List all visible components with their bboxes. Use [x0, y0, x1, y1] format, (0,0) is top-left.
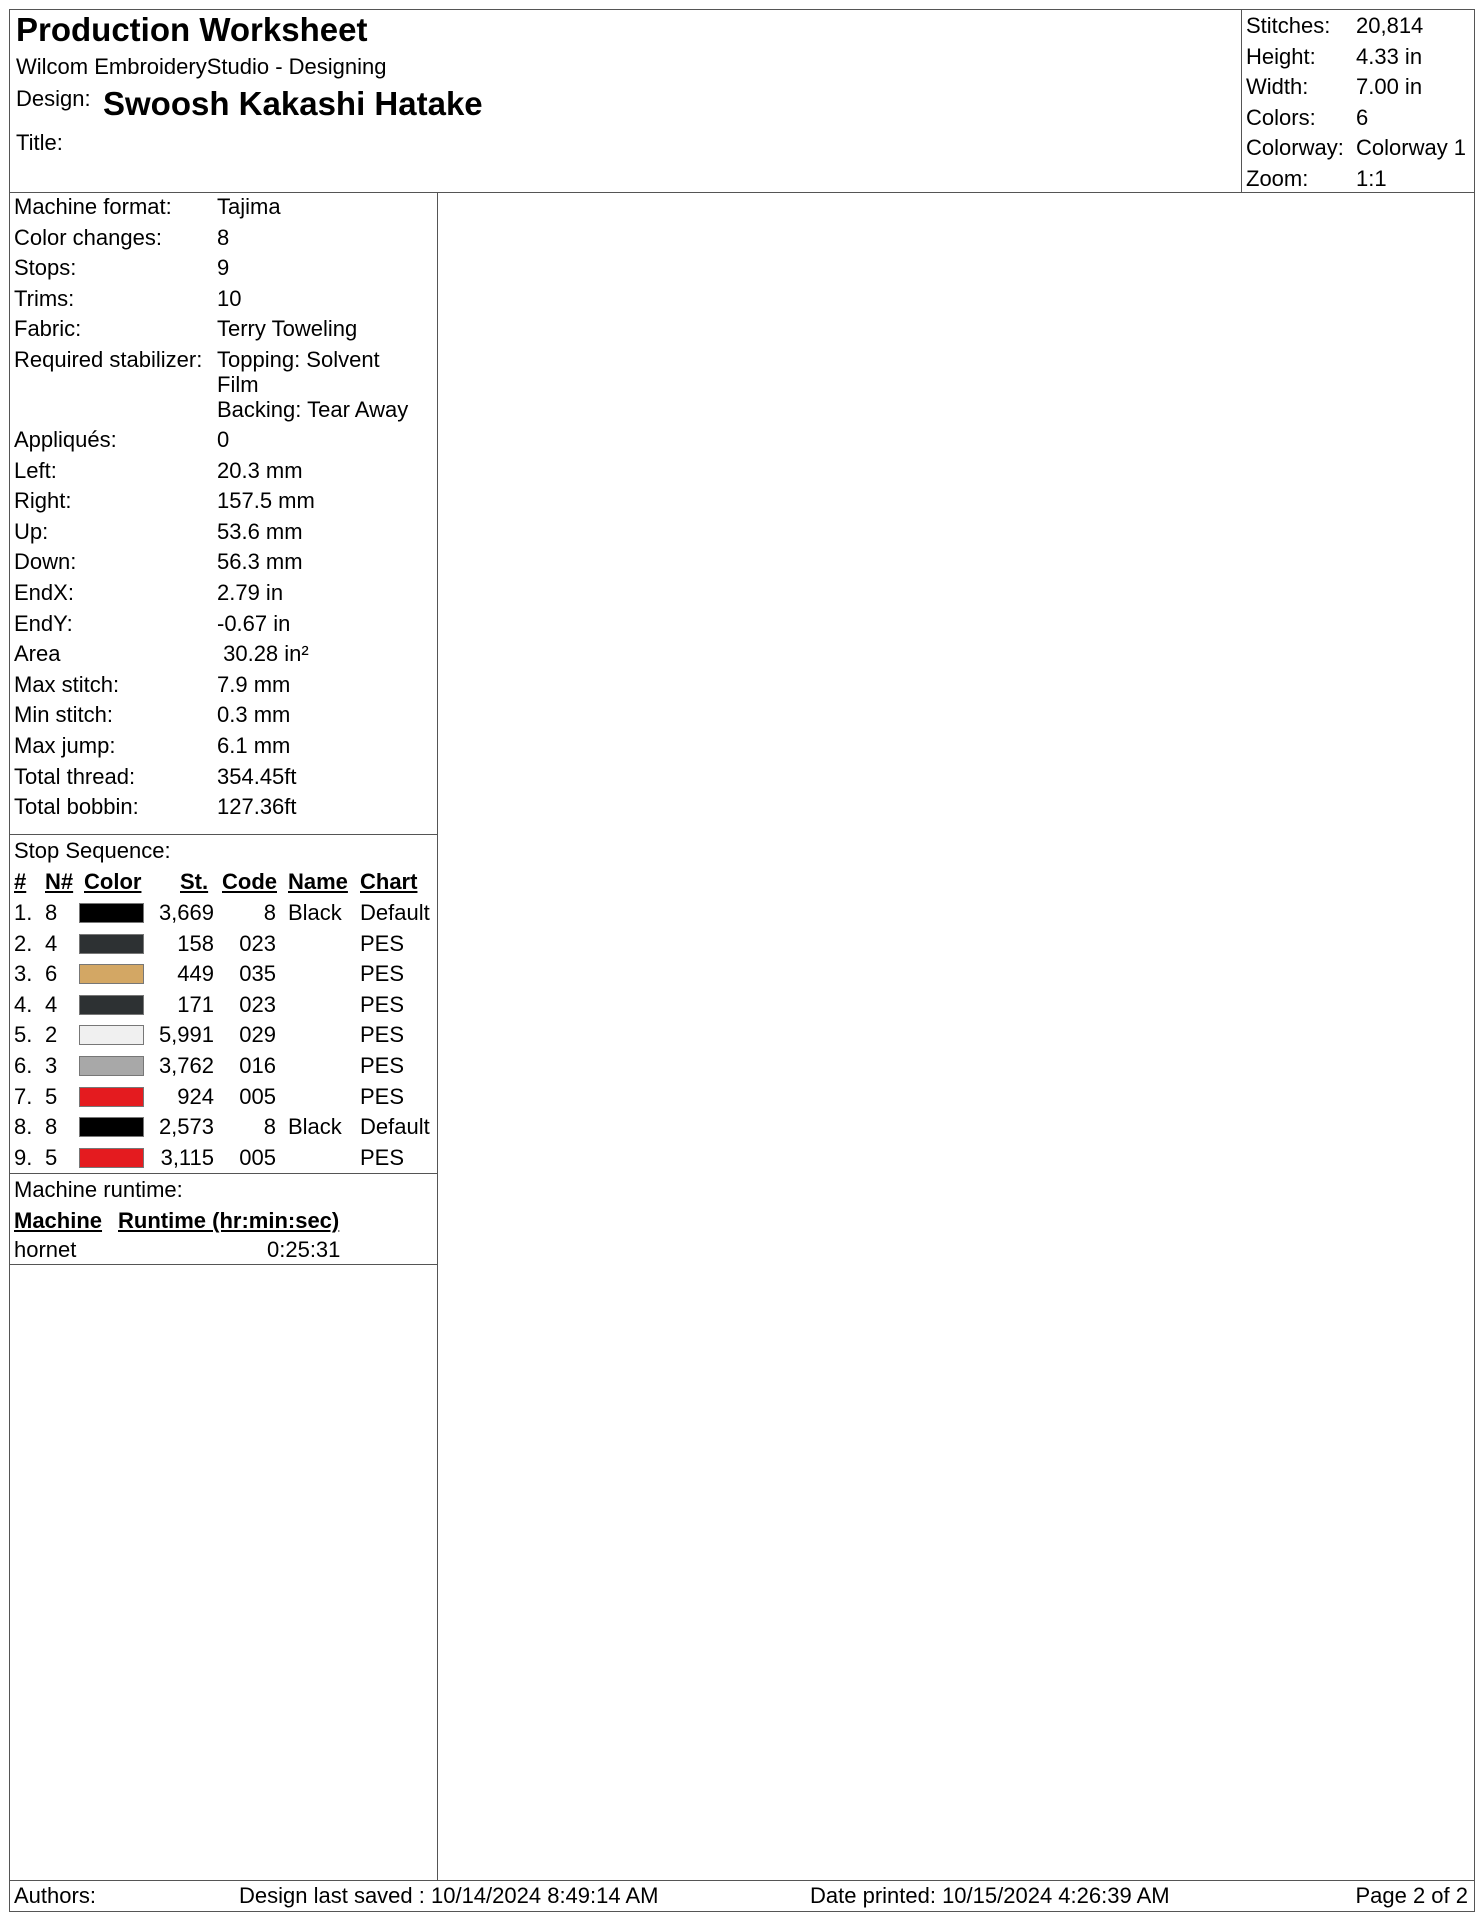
property-label: Max stitch:: [14, 671, 120, 697]
property-row: [14, 425, 434, 456]
stop-row: [10, 898, 437, 929]
design-name: Swoosh Kakashi Hatake: [103, 85, 483, 122]
property-row: [14, 639, 434, 670]
property-label: Min stitch:: [14, 702, 114, 728]
stop-stitches: 171: [177, 991, 214, 1017]
stop-stitches: 3,669: [158, 900, 214, 925]
col-header-stitches: St.: [180, 869, 209, 894]
stop-row: [10, 1082, 437, 1113]
runtime-time-header: Runtime (hr:min:sec): [118, 1208, 340, 1233]
summary-value: Colorway 1: [1356, 135, 1467, 161]
property-row: [14, 456, 434, 487]
footer-date-printed: Date printed: 10/15/2024 4:26:39 AM: [810, 1883, 1170, 1908]
property-value: 7.9 mm: [217, 671, 291, 697]
property-value: 0: [217, 426, 230, 452]
stop-index: 4.: [14, 991, 33, 1017]
property-value: 30.28 in²: [217, 641, 309, 667]
property-label: Max jump:: [14, 732, 116, 758]
property-label: Down:: [14, 549, 77, 575]
col-header-chart: Chart: [360, 869, 418, 894]
stop-code: 023: [239, 930, 276, 956]
property-value: 2.79 in: [217, 579, 284, 605]
stop-color-name: Black: [288, 1114, 342, 1140]
stop-index: 1.: [14, 900, 33, 925]
property-row: [14, 670, 434, 701]
col-header-index: #: [14, 869, 27, 894]
stop-code: 035: [239, 961, 276, 987]
summary-value: 6: [1356, 104, 1369, 130]
property-row: [14, 253, 434, 284]
property-row: [14, 762, 434, 793]
runtime-machine: hornet: [14, 1237, 77, 1262]
stop-index: 7.: [14, 1083, 33, 1109]
thread-color-swatch: [79, 1148, 144, 1168]
thread-color-swatch: [79, 1087, 144, 1107]
stop-row: [10, 959, 437, 990]
property-value: 354.45ft: [217, 763, 297, 789]
property-row: [14, 223, 434, 254]
stop-code: 023: [239, 991, 276, 1017]
stop-code: 005: [239, 1144, 276, 1170]
stop-code: 016: [239, 1053, 276, 1078]
page-title: Production Worksheet: [16, 11, 368, 48]
property-label: Area: [14, 641, 61, 667]
stop-stitches: 5,991: [158, 1022, 214, 1048]
thread-color-swatch: [79, 1117, 144, 1137]
thread-color-swatch: [79, 1025, 144, 1045]
thread-color-swatch: [79, 1056, 144, 1076]
stop-stitches: 449: [177, 961, 214, 987]
property-row: [14, 700, 434, 731]
details-column: [10, 192, 438, 1880]
summary-value: 20,814: [1356, 13, 1424, 38]
stop-index: 9.: [14, 1144, 33, 1170]
stop-chart: Default: [360, 1114, 430, 1140]
stop-index: 3.: [14, 961, 33, 987]
divider: [10, 834, 437, 835]
property-value: 6.1 mm: [217, 732, 291, 758]
property-row: [14, 345, 434, 425]
property-value: Terry Toweling: [217, 316, 358, 342]
property-label: EndX:: [14, 579, 74, 605]
stop-chart: PES: [360, 1144, 405, 1170]
summary-label: Width:: [1246, 74, 1309, 100]
stabilizer-topping: Topping: Solvent Film: [217, 346, 380, 397]
property-value: 56.3 mm: [217, 549, 303, 575]
stop-needle: 4: [45, 991, 58, 1017]
property-value: 127.36ft: [217, 794, 297, 820]
footer-authors: Authors:: [14, 1883, 96, 1908]
summary-label: Zoom:: [1246, 165, 1309, 191]
property-row: [14, 486, 434, 517]
footer-last-saved: Design last saved : 10/14/2024 8:49:14 AM: [239, 1883, 659, 1908]
property-value: 157.5 mm: [217, 488, 315, 514]
property-label: Left:: [14, 457, 57, 483]
property-label: Color changes:: [14, 224, 162, 250]
col-header-name: Name: [288, 869, 348, 894]
title-label: Title:: [16, 130, 63, 155]
stop-row: [10, 1112, 437, 1143]
property-value: 10: [217, 285, 242, 311]
property-label: Right:: [14, 488, 72, 514]
property-row: [14, 547, 434, 578]
worksheet-page: [9, 9, 1475, 1912]
summary-value: 1:1: [1356, 165, 1387, 191]
property-row: [14, 192, 434, 223]
stop-code: 8: [263, 900, 276, 925]
header-info: [10, 10, 1241, 192]
stop-index: 6.: [14, 1053, 33, 1078]
property-value: 20.3 mm: [217, 457, 303, 483]
property-value: 0.3 mm: [217, 702, 291, 728]
stop-row: [10, 1020, 437, 1051]
worksheet-footer: [10, 1880, 1474, 1912]
stop-chart: PES: [360, 1053, 405, 1078]
stop-stitches: 924: [177, 1083, 214, 1109]
stop-row: [10, 1143, 437, 1174]
summary-value: 4.33 in: [1356, 43, 1423, 69]
stop-sequence-label: Stop Sequence:: [14, 838, 171, 863]
property-value: 53.6 mm: [217, 518, 303, 544]
stop-code: 029: [239, 1022, 276, 1048]
stop-needle: 2: [45, 1022, 58, 1048]
stop-chart: PES: [360, 930, 405, 956]
software-subtitle: Wilcom EmbroideryStudio - Designing: [16, 54, 387, 79]
col-header-needle: N#: [45, 869, 74, 894]
footer-page-number: Page 2 of 2: [1355, 1883, 1468, 1908]
stop-code: 8: [263, 1114, 276, 1140]
summary-label: Colors:: [1246, 104, 1316, 130]
property-value: -0.67 in: [217, 610, 291, 636]
stop-needle: 5: [45, 1144, 58, 1170]
thread-color-swatch: [79, 934, 144, 954]
property-label: EndY:: [14, 610, 73, 636]
col-header-code: Code: [222, 869, 277, 894]
property-label: Appliqués:: [14, 426, 117, 452]
runtime-label: Machine runtime:: [14, 1177, 183, 1202]
property-row: [14, 792, 434, 823]
property-row: [14, 609, 434, 640]
col-header-color: Color: [84, 869, 142, 894]
stop-index: 8.: [14, 1114, 33, 1140]
stop-color-name: Black: [288, 900, 342, 925]
property-label: Fabric:: [14, 316, 82, 342]
thread-color-swatch: [79, 964, 144, 984]
stop-chart: PES: [360, 1083, 405, 1109]
property-label: Up:: [14, 518, 49, 544]
summary-value: 7.00 in: [1356, 74, 1423, 100]
summary-box: [1241, 10, 1475, 192]
property-label: Machine format:: [14, 194, 172, 219]
property-row: [14, 284, 434, 315]
worksheet-header: [10, 10, 1474, 193]
stop-stitches: 3,762: [158, 1053, 214, 1078]
design-label: Design:: [16, 86, 91, 111]
stop-stitches: 2,573: [158, 1114, 214, 1140]
property-value: 9: [217, 255, 230, 281]
divider: [10, 1173, 437, 1174]
property-row: [14, 314, 434, 345]
stop-code: 005: [239, 1083, 276, 1109]
stop-row: [10, 990, 437, 1021]
summary-label: Height:: [1246, 43, 1316, 69]
property-label: Stops:: [14, 255, 77, 281]
property-label: Total bobbin:: [14, 794, 139, 820]
stop-chart: PES: [360, 1022, 405, 1048]
stop-needle: 6: [45, 961, 58, 987]
stop-needle: 4: [45, 930, 58, 956]
stop-stitches: 158: [177, 930, 214, 956]
property-value: 8: [217, 224, 230, 250]
property-label: Total thread:: [14, 763, 136, 789]
stop-needle: 5: [45, 1083, 58, 1109]
properties-list: [14, 192, 434, 823]
stop-row: [10, 1051, 437, 1082]
runtime-value: 0:25:31: [267, 1237, 341, 1262]
stabilizer-backing: Backing: Tear Away: [217, 396, 409, 422]
stop-index: 2.: [14, 930, 33, 956]
property-label: Trims:: [14, 285, 75, 311]
stop-needle: 8: [45, 1114, 58, 1140]
stop-row: [10, 929, 437, 960]
property-label: Required stabilizer:: [14, 346, 203, 372]
property-row: [14, 517, 434, 548]
divider: [10, 1264, 437, 1265]
stop-chart: Default: [360, 900, 430, 925]
property-value: Tajima: [217, 194, 281, 219]
property-value: [217, 347, 417, 422]
stop-chart: PES: [360, 991, 405, 1017]
stop-stitches: 3,115: [160, 1144, 214, 1170]
stop-chart: PES: [360, 961, 405, 987]
stop-needle: 3: [45, 1053, 58, 1078]
runtime-machine-header: Machine: [14, 1208, 103, 1233]
summary-label: Stitches:: [1246, 13, 1331, 38]
property-row: [14, 731, 434, 762]
summary-label: Colorway:: [1246, 135, 1344, 161]
stop-needle: 8: [45, 900, 58, 925]
stop-index: 5.: [14, 1022, 33, 1048]
thread-color-swatch: [79, 903, 144, 923]
thread-color-swatch: [79, 995, 144, 1015]
property-row: [14, 578, 434, 609]
